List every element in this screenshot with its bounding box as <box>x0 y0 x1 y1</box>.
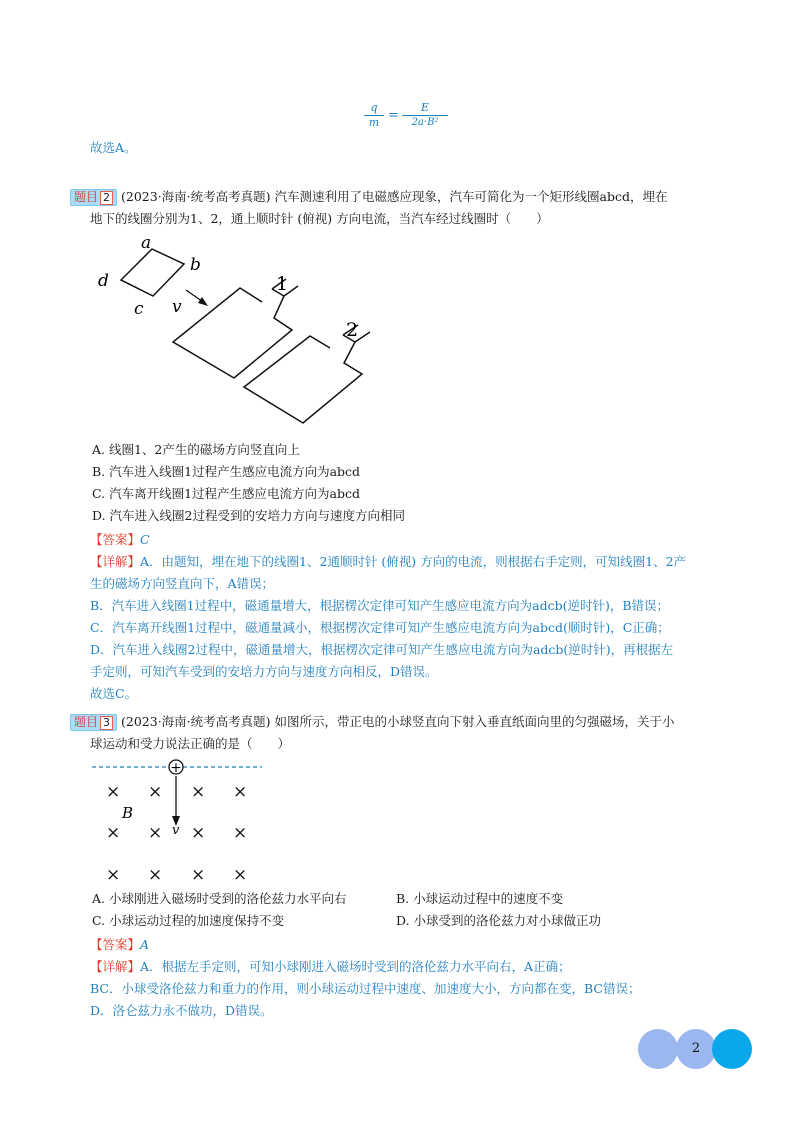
q3-option-c: C. 小球运动过程的加速度保持不变 <box>92 913 285 928</box>
page-number: 2 <box>676 1029 716 1069</box>
q3-tag: 题目 3 <box>70 714 117 731</box>
formula-lhs-num: q <box>364 101 384 116</box>
q3-detail-line3: D．洛仑兹力永不做功，D错误。 <box>90 1003 273 1018</box>
label-c: c <box>134 299 144 319</box>
q3-option-a: A. 小球刚进入磁场时受到的洛伦兹力水平向右 <box>92 891 347 906</box>
cross-mark: × <box>148 782 163 802</box>
label-a: a <box>141 233 152 253</box>
q3-detail-line2: BC．小球受洛伦兹力和重力的作用，则小球运动过程中速度、加速度大小，方向都在变，BC错误； <box>90 981 641 996</box>
label-v: v <box>172 297 182 317</box>
cross-mark: × <box>148 865 163 884</box>
q2-answer-value: C <box>140 532 150 547</box>
formula-rhs-den: 2a·B² <box>411 117 439 128</box>
q3-stem-line2: 球运动和受力说法正确的是（ ） <box>90 736 291 751</box>
label-d: d <box>98 271 109 291</box>
q2-option-a: A. 线圈1、2产生的磁场方向竖直向上 <box>92 442 300 457</box>
q3-answer <box>90 937 149 953</box>
cross-mark: × <box>106 865 121 884</box>
cross-mark: × <box>191 782 206 802</box>
q2-number: 2 <box>100 191 113 205</box>
q2-detail-line3: B．汽车进入线圈1过程中，磁通量增大，根据楞次定律可知产生感应电流方向为adcb(逆时针)，B错误； <box>90 598 670 613</box>
cross-mark: × <box>233 782 248 802</box>
formula-rhs-num: E <box>402 101 448 116</box>
cross-mark: × <box>233 823 248 843</box>
q2-stem-line1 <box>70 189 667 206</box>
q3-option-b: B. 小球运动过程中的速度不变 <box>396 891 564 906</box>
q2-detail-line4: C．汽车离开线圈1过程中，磁通量减小，根据楞次定律可知产生感应电流方向为abcd(顺时针)，C正确； <box>90 620 670 635</box>
badge-left-circle <box>638 1029 678 1069</box>
q2-stem-line2: 地下的线圈分别为1、2，通上顺时针 (俯视) 方向电流，当汽车经过线圈时（ ） <box>90 211 549 226</box>
q2-detail-line2: 生的磁场方向竖直向下，A错误； <box>90 576 275 591</box>
label-B: B <box>122 804 134 822</box>
q2-detail-line5: D．汽车进入线圈2过程中，磁通量增大，根据楞次定律可知产生感应电流方向为adcb(逆时针)，再根据左 <box>90 642 674 657</box>
label-v: v <box>172 823 180 838</box>
q3-number: 3 <box>100 716 113 730</box>
q2-tag: 题目 2 <box>70 189 117 206</box>
cross-mark: × <box>233 865 248 884</box>
cross-mark: × <box>191 865 206 884</box>
charge-sign: + <box>170 760 182 776</box>
ground-coil-2 <box>244 335 362 423</box>
formula-equals: = <box>388 108 399 123</box>
velocity-arrowhead <box>198 297 208 306</box>
q2-detail-line6: 手定则，可知汽车受到的安培力方向与速度方向相反，D错误。 <box>90 664 438 679</box>
q2-option-d: D. 汽车进入线圈2过程受到的安培力方向与速度方向相同 <box>92 508 405 523</box>
q3-detail-line1: 【详解】A．根据左手定则，可知小球刚进入磁场时受到的洛伦兹力水平向右，A正确； <box>90 959 571 974</box>
cross-mark: × <box>148 823 163 843</box>
q3-option-d: D. 小球受到的洛伦兹力对小球做正功 <box>396 913 602 928</box>
cross-mark: × <box>106 782 121 802</box>
formula-lhs-den: m <box>368 116 380 129</box>
q2-option-b: B. 汽车进入线圈1过程产生感应电流方向为abcd <box>92 464 361 479</box>
q2-answer <box>90 532 150 548</box>
label-coil-1: 1 <box>276 273 289 295</box>
cross-mark: × <box>106 823 121 843</box>
label-b: b <box>190 255 201 275</box>
q3-detail-label: 【详解】 <box>90 959 141 974</box>
badge-right-circle <box>712 1029 752 1069</box>
q3-stem-line1 <box>70 714 675 731</box>
q2-stem-text1: (2023·海南·统考高考真题) 汽车测速利用了电磁感应现象，汽车可简化为一个矩形线圈abcd，埋在 <box>121 189 668 204</box>
q3-answer-label: 【答案】 <box>90 937 141 952</box>
q2-figure <box>90 232 380 432</box>
q2-detail-label: 【详解】 <box>90 554 141 569</box>
q2-answer-label: 【答案】 <box>90 532 141 547</box>
q3-stem-text1: (2023·海南·统考高考真题) 如图所示，带正电的小球竖直向下射入垂直纸面向里的匀强磁场，关于小 <box>121 714 675 729</box>
q2-detail-line1: 【详解】A．由题知，埋在地下的线圈1、2通顺时针 (俯视) 方向的电流，则根据右手定则，可知线圈1、2产 <box>90 554 687 569</box>
q1-conclusion: 故选A。 <box>90 140 137 155</box>
q2-conclusion: 故选C。 <box>90 686 138 701</box>
q3-answer-value: A <box>140 937 150 952</box>
car-coil <box>121 249 184 296</box>
q3-figure <box>88 756 268 884</box>
cross-mark: × <box>191 823 206 843</box>
q2-option-c: C. 汽车离开线圈1过程产生感应电流方向为abcd <box>92 486 360 501</box>
label-coil-2: 2 <box>346 319 359 341</box>
